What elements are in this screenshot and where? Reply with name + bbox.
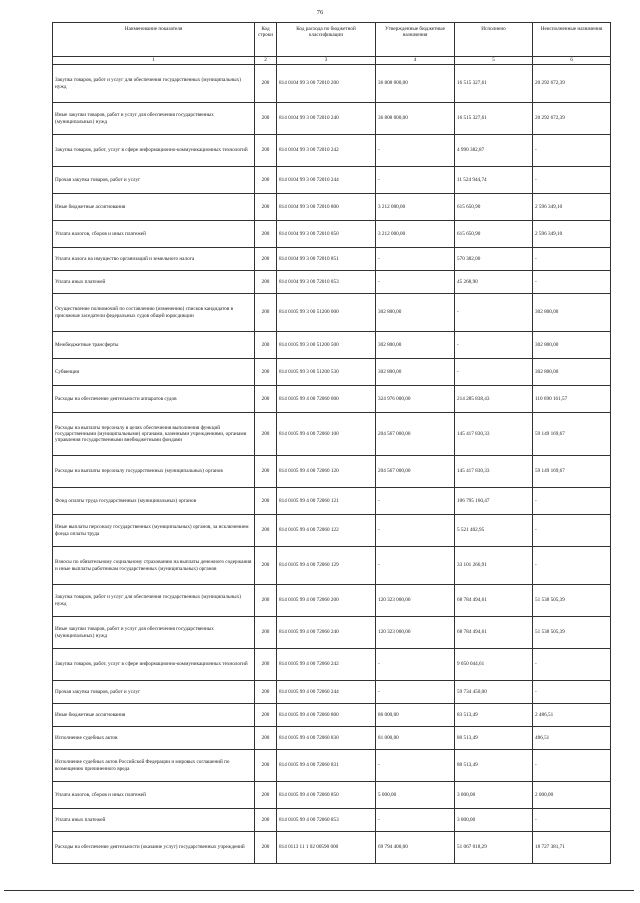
table-row [53, 359, 611, 386]
row-executed: 3 000,00 [455, 809, 533, 832]
row-bk-code: 814 0104 99 3 00 72010 850 [277, 221, 376, 248]
row-executed: 45 268,90 [455, 271, 533, 294]
row-code: 200 [255, 649, 277, 681]
row-name: Закупка товаров, работ, услуг в сфере информационно-коммуникационных технологий [53, 135, 255, 167]
row-unexecuted: - [533, 649, 611, 681]
budget-execution-table [52, 22, 611, 864]
row-approved: - [376, 547, 455, 585]
row-name: Прочая закупка товаров, работ и услуг [53, 167, 255, 194]
header-code: Код строки [255, 23, 277, 57]
row-code: 200 [255, 135, 277, 167]
table-row [53, 332, 611, 359]
row-bk-code: 814 0105 99 4 00 72060 100 [277, 413, 376, 456]
row-unexecuted: 51 538 505,39 [533, 585, 611, 617]
row-name: Закупка товаров, работ и услуг для обеспечения государственных (муниципальных) нужд [53, 585, 255, 617]
row-code: 200 [255, 809, 277, 832]
row-approved: 302 800,00 [376, 332, 455, 359]
row-name: Прочая закупка товаров, работ и услуг [53, 681, 255, 704]
row-unexecuted: 2 596 349,10 [533, 194, 611, 221]
row-code: 200 [255, 248, 277, 271]
row-code: 200 [255, 221, 277, 248]
row-executed: - [455, 359, 533, 386]
row-executed: 570 382,00 [455, 248, 533, 271]
row-name: Расходы на выплаты персоналу государственных (муниципальных) органов [53, 456, 255, 488]
row-code: 200 [255, 413, 277, 456]
table-row [53, 547, 611, 585]
row-approved: - [376, 515, 455, 547]
row-code: 200 [255, 294, 277, 332]
row-bk-code: 814 0104 99 3 00 72010 851 [277, 248, 376, 271]
row-code: 200 [255, 750, 277, 782]
row-bk-code: 814 0104 99 3 00 72010 244 [277, 167, 376, 194]
table-row [53, 488, 611, 515]
column-number: 4 [376, 57, 455, 65]
row-code: 200 [255, 332, 277, 359]
row-unexecuted: - [533, 135, 611, 167]
row-executed: 3 000,00 [455, 782, 533, 809]
table-row [53, 750, 611, 782]
row-executed: - [455, 332, 533, 359]
row-name: Закупка товаров, работ и услуг для обеспечения государственных (муниципальных) нужд [53, 65, 255, 103]
row-bk-code: 814 0113 11 1 02 00590 000 [277, 832, 376, 864]
row-approved: 120 323 000,00 [376, 585, 455, 617]
row-approved: 36 808 000,00 [376, 65, 455, 103]
row-unexecuted: 110 690 161,57 [533, 386, 611, 413]
row-bk-code: 814 0105 99 3 00 51200 530 [277, 359, 376, 386]
row-code: 200 [255, 585, 277, 617]
row-executed: 51 067 018,29 [455, 832, 533, 864]
table-row [53, 456, 611, 488]
row-bk-code: 814 0105 99 4 00 72060 242 [277, 649, 376, 681]
row-code: 200 [255, 832, 277, 864]
row-approved: - [376, 167, 455, 194]
row-name: Расходы на обеспечение деятельности (оказание услуг) государственных учреждений [53, 832, 255, 864]
row-code: 200 [255, 194, 277, 221]
table-row [53, 65, 611, 103]
table-row [53, 386, 611, 413]
row-approved: 302 800,00 [376, 359, 455, 386]
row-bk-code: 814 0105 99 3 00 51200 500 [277, 332, 376, 359]
row-executed: 615 650,90 [455, 221, 533, 248]
row-bk-code: 814 0105 99 4 00 72060 200 [277, 585, 376, 617]
page-number: 76 [316, 9, 324, 16]
table-row [53, 681, 611, 704]
table-row [53, 248, 611, 271]
row-bk-code: 814 0105 99 4 00 72060 853 [277, 809, 376, 832]
table-row [53, 515, 611, 547]
row-approved: - [376, 135, 455, 167]
row-executed: 80 513,49 [455, 727, 533, 750]
row-name: Межбюджетные трансферты [53, 332, 255, 359]
row-approved: - [376, 488, 455, 515]
row-bk-code: 814 0104 99 3 00 72010 853 [277, 271, 376, 294]
table-row [53, 704, 611, 727]
row-code: 200 [255, 547, 277, 585]
row-unexecuted: 2 596 349,10 [533, 221, 611, 248]
row-unexecuted: 2 486,51 [533, 704, 611, 727]
table-row [53, 832, 611, 864]
row-code: 200 [255, 271, 277, 294]
row-unexecuted: 20 292 672,39 [533, 65, 611, 103]
row-name: Уплата налогов, сборов и иных платежей [53, 782, 255, 809]
row-unexecuted: 302 800,00 [533, 359, 611, 386]
table-row [53, 221, 611, 248]
row-unexecuted: - [533, 515, 611, 547]
row-bk-code: 814 0104 99 3 00 72010 240 [277, 103, 376, 135]
table-row [53, 782, 611, 809]
row-executed: - [455, 294, 533, 332]
row-unexecuted: 302 800,00 [533, 332, 611, 359]
row-executed: 83 513,49 [455, 704, 533, 727]
row-executed: 5 521 402,95 [455, 515, 533, 547]
row-approved: - [376, 809, 455, 832]
row-name: Фонд оплаты труда государственных (муниципальных) органов [53, 488, 255, 515]
row-unexecuted: 20 292 672,39 [533, 103, 611, 135]
header-executed: Исполнено [455, 23, 533, 57]
row-code: 200 [255, 386, 277, 413]
row-unexecuted: - [533, 271, 611, 294]
row-bk-code: 814 0105 99 4 00 72060 830 [277, 727, 376, 750]
header-approved: Утвержденные бюджетные назначения [376, 23, 455, 57]
row-unexecuted: - [533, 488, 611, 515]
table-row [53, 294, 611, 332]
row-executed: 16 515 327,61 [455, 65, 533, 103]
table-row [53, 809, 611, 832]
table-row [53, 271, 611, 294]
row-executed: 4 990 382,87 [455, 135, 533, 167]
row-approved: - [376, 271, 455, 294]
row-bk-code: 814 0104 99 3 00 72010 200 [277, 65, 376, 103]
row-executed: 615 650,90 [455, 194, 533, 221]
row-name: Иные бюджетные ассигнования [53, 194, 255, 221]
row-executed: 11 524 944,74 [455, 167, 533, 194]
table-row [53, 413, 611, 456]
row-code: 200 [255, 617, 277, 649]
header-name: Наименование показателя [53, 23, 255, 57]
row-name: Исполнение судебных актов [53, 727, 255, 750]
row-name: Иные выплаты персоналу государственных (муниципальных) органов, за исключением фонда оплаты труда [53, 515, 255, 547]
row-bk-code: 814 0105 99 4 00 72060 850 [277, 782, 376, 809]
row-code: 200 [255, 65, 277, 103]
row-executed: 68 784 494,61 [455, 617, 533, 649]
row-unexecuted: 59 149 169,67 [533, 413, 611, 456]
row-bk-code: 814 0105 99 4 00 72060 244 [277, 681, 376, 704]
row-approved: - [376, 248, 455, 271]
table-row [53, 103, 611, 135]
row-bk-code: 814 0105 99 4 00 72060 831 [277, 750, 376, 782]
row-unexecuted: 2 000,00 [533, 782, 611, 809]
row-approved: - [376, 649, 455, 681]
row-bk-code: 814 0105 99 3 00 51200 000 [277, 294, 376, 332]
row-executed: 16 515 327,61 [455, 103, 533, 135]
row-name: Уплата налога на имущество организаций и земельного налога [53, 248, 255, 271]
row-unexecuted: 486,51 [533, 727, 611, 750]
row-unexecuted: - [533, 248, 611, 271]
table-row [53, 585, 611, 617]
row-approved: 81 000,00 [376, 727, 455, 750]
row-approved: 120 323 000,00 [376, 617, 455, 649]
row-approved: 86 000,00 [376, 704, 455, 727]
row-approved: 36 808 000,00 [376, 103, 455, 135]
row-approved: - [376, 681, 455, 704]
column-number: 5 [455, 57, 533, 65]
row-code: 200 [255, 782, 277, 809]
row-bk-code: 814 0105 99 4 00 72060 240 [277, 617, 376, 649]
row-name: Уплата налогов, сборов и иных платежей [53, 221, 255, 248]
row-bk-code: 814 0105 99 4 00 72060 000 [277, 386, 376, 413]
row-executed: 106 795 160,47 [455, 488, 533, 515]
row-code: 200 [255, 704, 277, 727]
row-approved: 5 000,00 [376, 782, 455, 809]
row-unexecuted: - [533, 681, 611, 704]
row-approved: 324 976 000,00 [376, 386, 455, 413]
row-code: 200 [255, 167, 277, 194]
header-unexecuted: Неисполненные назначения [533, 23, 611, 57]
column-number: 6 [533, 57, 611, 65]
row-name: Осуществление полномочий по составлению (изменению) списков кандидатов в присяжные заседатели федеральных судов общей юрисдикции [53, 294, 255, 332]
row-unexecuted: 18 727 381,71 [533, 832, 611, 864]
row-executed: 9 050 044,61 [455, 649, 533, 681]
row-code: 200 [255, 488, 277, 515]
header-row [53, 23, 611, 57]
row-unexecuted: - [533, 809, 611, 832]
row-code: 200 [255, 681, 277, 704]
row-executed: 68 784 494,61 [455, 585, 533, 617]
row-executed: 145 417 830,33 [455, 413, 533, 456]
row-name: Субвенции [53, 359, 255, 386]
row-code: 200 [255, 103, 277, 135]
row-bk-code: 814 0105 99 4 00 72060 122 [277, 515, 376, 547]
row-name: Уплата иных платежей [53, 809, 255, 832]
row-executed: 80 513,49 [455, 750, 533, 782]
table-row [53, 135, 611, 167]
row-approved: 204 567 000,00 [376, 413, 455, 456]
row-code: 200 [255, 456, 277, 488]
column-number: 3 [277, 57, 376, 65]
row-executed: 145 417 830,33 [455, 456, 533, 488]
row-code: 200 [255, 359, 277, 386]
row-approved: - [376, 750, 455, 782]
table-row [53, 649, 611, 681]
row-name: Уплата иных платежей [53, 271, 255, 294]
row-executed: 214 285 838,43 [455, 386, 533, 413]
row-executed: 59 734 450,00 [455, 681, 533, 704]
row-approved: 204 567 000,00 [376, 456, 455, 488]
row-name: Расходы на обеспечение деятельности аппаратов судов [53, 386, 255, 413]
row-unexecuted: 302 800,00 [533, 294, 611, 332]
row-code: 200 [255, 515, 277, 547]
table-row [53, 167, 611, 194]
row-approved: 302 800,00 [376, 294, 455, 332]
row-approved: 3 212 000,00 [376, 194, 455, 221]
row-unexecuted: 51 538 505,39 [533, 617, 611, 649]
row-name: Взносы по обязательному социальному страхованию на выплаты денежного содержания и иные выплаты работникам государственных (муниципальных) органов [53, 547, 255, 585]
row-bk-code: 814 0104 99 3 00 72010 800 [277, 194, 376, 221]
table-row [53, 727, 611, 750]
row-bk-code: 814 0104 99 3 00 72010 242 [277, 135, 376, 167]
column-number: 1 [53, 57, 255, 65]
row-unexecuted: 59 149 169,67 [533, 456, 611, 488]
column-number-row [53, 57, 611, 65]
row-name: Расходы на выплаты персоналу в целях обеспечения выполнения функций государственными (муниципальными) органами, казенными учреждениями, органами управления государственными внебюджетными фондами [53, 413, 255, 456]
row-unexecuted: - [533, 167, 611, 194]
header-bk: Код расхода по бюджетной классификации [277, 23, 376, 57]
row-name: Иные закупки товаров, работ и услуг для обеспечения государственных (муниципальных) нужд [53, 617, 255, 649]
row-executed: 33 101 266,91 [455, 547, 533, 585]
row-bk-code: 814 0105 99 4 00 72060 129 [277, 547, 376, 585]
row-unexecuted: - [533, 750, 611, 782]
row-name: Закупка товаров, работ, услуг в сфере информационно-коммуникационных технологий [53, 649, 255, 681]
row-name: Исполнение судебных актов Российской Федерации и мировых соглашений по возмещению причиненного вреда [53, 750, 255, 782]
table-row [53, 617, 611, 649]
row-bk-code: 814 0105 99 4 00 72060 120 [277, 456, 376, 488]
row-code: 200 [255, 727, 277, 750]
row-approved: 69 794 400,00 [376, 832, 455, 864]
row-bk-code: 814 0105 99 4 00 72060 121 [277, 488, 376, 515]
row-bk-code: 814 0105 99 4 00 72060 800 [277, 704, 376, 727]
row-name: Иные бюджетные ассигнования [53, 704, 255, 727]
page-bottom-rule [4, 890, 634, 891]
column-number: 2 [255, 57, 277, 65]
row-approved: 3 212 000,00 [376, 221, 455, 248]
row-unexecuted: - [533, 547, 611, 585]
row-name: Иные закупки товаров, работ и услуг для обеспечения государственных (муниципальных) нужд [53, 103, 255, 135]
table-row [53, 194, 611, 221]
